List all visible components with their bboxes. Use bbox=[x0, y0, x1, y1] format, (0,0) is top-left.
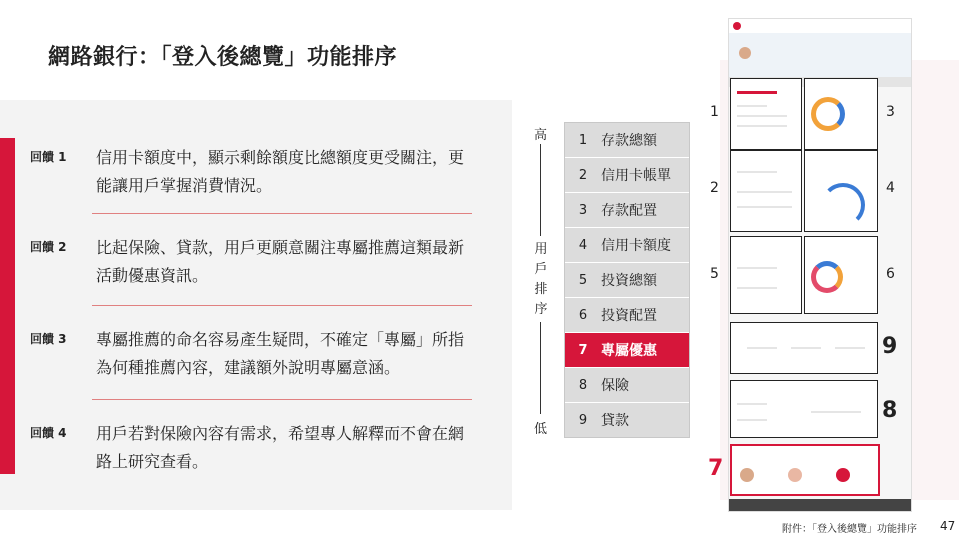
avatar bbox=[739, 47, 751, 59]
ranking-table bbox=[564, 122, 690, 438]
ranking-row bbox=[565, 157, 689, 192]
divider bbox=[92, 399, 472, 400]
label-4: 4 bbox=[886, 180, 895, 196]
mini-line bbox=[747, 347, 777, 349]
screenshot-header bbox=[729, 19, 911, 34]
gauge-icon bbox=[821, 183, 865, 227]
axis-line-top bbox=[540, 144, 541, 236]
label-2: 2 bbox=[710, 180, 719, 196]
screenshot-footer bbox=[729, 499, 911, 511]
box-credit-limit bbox=[804, 150, 878, 232]
box-insurance bbox=[730, 380, 878, 438]
rank-feature: 存款配置 bbox=[601, 203, 657, 219]
mini-line bbox=[737, 419, 767, 421]
label-9: 9 bbox=[882, 334, 898, 359]
box-loans bbox=[730, 322, 878, 374]
ranking-row bbox=[565, 227, 689, 262]
feedback-text: 比起保險、貸款，用戶更願意關注專屬推薦這類最新活動優惠資訊。 bbox=[96, 238, 465, 285]
ranking-row bbox=[565, 262, 689, 297]
ranking-row-highlighted bbox=[565, 332, 689, 367]
rank-feature: 投資配置 bbox=[601, 308, 657, 324]
footer-caption: 附件：「登入後總覽」功能排序 bbox=[782, 524, 917, 535]
mini-line bbox=[737, 191, 792, 193]
feedback-label: 回饋 3 bbox=[30, 332, 67, 346]
donut-chart-icon bbox=[811, 261, 843, 293]
rank-feature: 信用卡額度 bbox=[601, 238, 671, 254]
mini-line bbox=[737, 171, 777, 173]
axis-low-label: 低 bbox=[534, 422, 548, 437]
mini-line bbox=[737, 403, 767, 405]
rank-number: 7 bbox=[578, 342, 588, 358]
mini-accent bbox=[737, 91, 777, 94]
offer-image bbox=[788, 468, 802, 482]
label-7: 7 bbox=[708, 456, 724, 481]
page-number: 47 bbox=[940, 519, 956, 533]
mini-line bbox=[737, 105, 767, 107]
feedback-text: 專屬推薦的命名容易產生疑問，不確定「專屬」所指為何種推薦內容，建議額外說明專屬意涵。 bbox=[96, 330, 465, 377]
axis-mid-label: 用戶排序 bbox=[534, 242, 548, 317]
box-deposit-total bbox=[730, 78, 802, 150]
mini-line bbox=[835, 347, 865, 349]
ranking-row bbox=[565, 123, 689, 157]
mini-line bbox=[737, 125, 787, 127]
feedback-text: 信用卡額度中，顯示剩餘額度比總額度更受關注，更能讓用戶掌握消費情況。 bbox=[96, 148, 465, 195]
axis-high-label: 高 bbox=[534, 128, 548, 143]
axis-line-bottom bbox=[540, 322, 541, 414]
feedback-label: 回饋 4 bbox=[30, 426, 67, 440]
page-title: 網路銀行：「登入後總覽」功能排序 bbox=[48, 45, 398, 70]
ranking-row bbox=[565, 367, 689, 402]
offer-image bbox=[740, 468, 754, 482]
rank-feature: 信用卡帳單 bbox=[601, 168, 671, 184]
rank-feature: 保險 bbox=[601, 378, 629, 394]
rank-number: 2 bbox=[578, 167, 588, 183]
rank-number: 6 bbox=[578, 307, 588, 323]
rank-number: 9 bbox=[578, 412, 588, 428]
rank-number: 3 bbox=[578, 202, 588, 218]
rank-number: 8 bbox=[578, 377, 588, 393]
label-5: 5 bbox=[710, 266, 719, 282]
rank-number: 1 bbox=[578, 132, 588, 148]
mini-line bbox=[791, 347, 821, 349]
divider bbox=[92, 213, 472, 214]
label-1: 1 bbox=[710, 104, 719, 120]
donut-chart-icon bbox=[811, 97, 845, 131]
ranking-row bbox=[565, 402, 689, 437]
ranking-row bbox=[565, 192, 689, 227]
rank-number: 4 bbox=[578, 237, 588, 253]
box-deposit-allocation bbox=[804, 78, 878, 150]
label-3: 3 bbox=[886, 104, 895, 120]
offer-image bbox=[836, 468, 850, 482]
ranking-row bbox=[565, 297, 689, 332]
rank-feature: 存款總額 bbox=[601, 133, 657, 149]
mini-line bbox=[811, 411, 861, 413]
feedback-label: 回饋 1 bbox=[30, 150, 67, 164]
rank-number: 5 bbox=[578, 272, 588, 288]
feedback-text: 用戶若對保險內容有需求，希望專人解釋而不會在網路上研究查看。 bbox=[96, 424, 465, 471]
box-credit-bill bbox=[730, 150, 802, 232]
screenshot-banner bbox=[729, 33, 911, 77]
rank-feature: 專屬優惠 bbox=[601, 343, 657, 359]
box-exclusive-offers bbox=[730, 444, 880, 496]
mini-line bbox=[737, 206, 792, 208]
rank-feature: 貸款 bbox=[601, 413, 629, 429]
box-investment-allocation bbox=[804, 236, 878, 314]
label-6: 6 bbox=[886, 266, 895, 282]
label-8: 8 bbox=[882, 398, 898, 423]
bank-logo-icon bbox=[733, 22, 741, 30]
mini-line bbox=[737, 267, 777, 269]
mini-line bbox=[737, 115, 787, 117]
divider bbox=[92, 305, 472, 306]
mini-line bbox=[737, 287, 777, 289]
feedback-label: 回饋 2 bbox=[30, 240, 67, 254]
rank-feature: 投資總額 bbox=[601, 273, 657, 289]
box-investment-total bbox=[730, 236, 802, 314]
accent-bar bbox=[0, 138, 15, 474]
